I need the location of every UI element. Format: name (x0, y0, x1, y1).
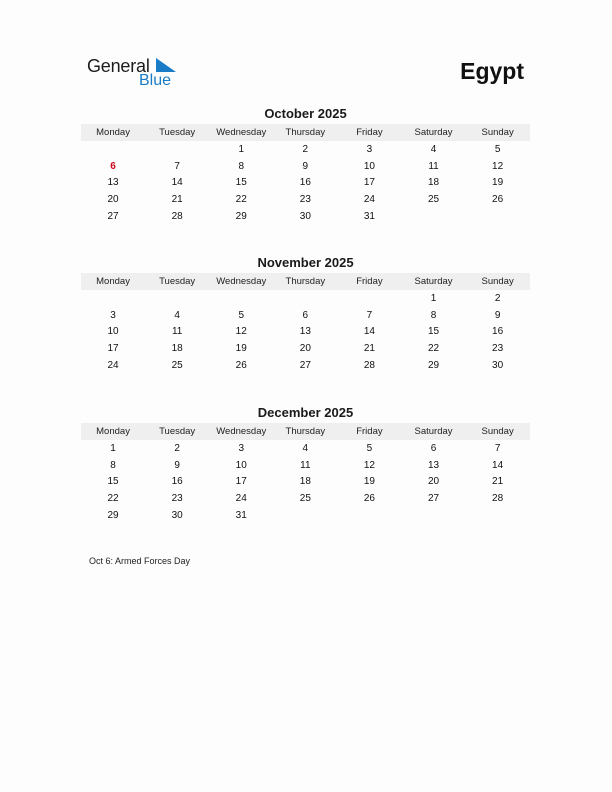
day-cell (337, 508, 401, 525)
weekday-label: Saturday (414, 276, 453, 287)
logo (87, 56, 187, 92)
day-grid (81, 141, 530, 225)
day-cell: 7 (174, 160, 180, 172)
day-cell: 18 (171, 343, 183, 355)
day-cell: 27 (299, 359, 311, 371)
weekday-label: Monday (96, 276, 130, 287)
day-cell: 10 (235, 459, 247, 471)
holiday-note: Oct 6: Armed Forces Day (89, 556, 191, 566)
weekday-label: Monday (96, 127, 130, 138)
day-cell: 4 (302, 443, 309, 454)
weekday-header (81, 423, 530, 440)
month-december (81, 405, 530, 524)
day-cell: 3 (110, 309, 116, 321)
day-cell: 13 (299, 326, 311, 338)
day-cell: 6 (302, 309, 309, 321)
day-cell: 2 (174, 443, 180, 454)
day-cell (401, 209, 465, 226)
day-cell (273, 508, 337, 525)
weekday-label: Thursday (285, 276, 326, 287)
weekday-label: Tuesday (159, 127, 196, 138)
month-title: October 2025 (264, 106, 347, 121)
day-cell: 1 (110, 443, 116, 454)
day-grid (81, 440, 530, 524)
country-title: Egypt (460, 58, 524, 84)
weekday-label: Monday (96, 426, 130, 437)
day-cell: 20 (107, 194, 119, 206)
day-cell: 4 (174, 309, 180, 321)
day-cell: 2 (494, 293, 501, 304)
day-cell: 27 (107, 210, 119, 222)
day-cell: 10 (107, 326, 119, 338)
day-cell: 17 (363, 177, 375, 189)
weekday-label: Friday (356, 426, 383, 437)
day-cell: 25 (299, 493, 311, 505)
day-cell: 1 (430, 293, 437, 304)
day-cell: 5 (494, 144, 501, 155)
day-cell: 29 (107, 509, 119, 521)
logo-general-text: General (87, 56, 150, 76)
day-cell: 31 (235, 509, 247, 521)
day-cell: 19 (363, 476, 375, 488)
day-cell: 10 (363, 160, 375, 172)
day-cell: 6 (110, 160, 116, 172)
logo-blue-text: Blue (139, 72, 172, 89)
weekday-label: Tuesday (159, 276, 196, 287)
day-cell: 21 (492, 476, 504, 488)
day-cell: 20 (299, 343, 311, 355)
day-cell: 19 (235, 343, 247, 355)
day-cell: 28 (363, 359, 375, 371)
day-cell: 14 (492, 459, 504, 471)
day-cell: 8 (238, 160, 245, 172)
month-october (81, 106, 530, 225)
day-cell: 30 (171, 509, 183, 521)
weekday-header (81, 273, 530, 290)
weekday-label: Wednesday (216, 426, 267, 437)
day-cell: 29 (427, 359, 440, 371)
day-cell (401, 508, 465, 525)
weekday-label: Sunday (481, 127, 514, 138)
day-cell: 23 (171, 493, 183, 505)
day-cell: 20 (427, 476, 440, 488)
day-cell: 5 (366, 443, 373, 454)
day-cell (466, 508, 530, 525)
day-cell: 4 (430, 144, 437, 155)
day-cell (209, 291, 273, 308)
day-cell: 23 (299, 194, 311, 206)
day-cell: 21 (363, 343, 375, 355)
day-cell: 7 (494, 443, 501, 454)
day-cell: 6 (430, 443, 437, 454)
day-cell: 7 (366, 309, 373, 321)
day-cell: 14 (363, 326, 375, 338)
day-cell: 25 (171, 359, 183, 371)
month-title: November 2025 (257, 255, 354, 270)
day-cell: 15 (235, 177, 247, 189)
day-cell: 19 (492, 177, 504, 189)
weekday-label: Saturday (414, 127, 453, 138)
day-cell: 9 (494, 309, 501, 321)
day-cell: 9 (302, 160, 309, 172)
day-cell: 11 (171, 326, 183, 338)
day-cell: 18 (299, 476, 311, 488)
day-cell: 2 (302, 144, 309, 155)
day-cell: 13 (427, 459, 440, 471)
weekday-label: Thursday (285, 426, 326, 437)
day-cell: 24 (107, 359, 119, 371)
day-cell: 22 (235, 194, 247, 206)
weekday-label: Friday (356, 127, 383, 138)
day-cell: 15 (427, 326, 440, 338)
day-cell: 8 (110, 459, 116, 471)
logo-triangle-icon (156, 58, 176, 72)
weekday-label: Thursday (285, 127, 326, 138)
weekday-label: Friday (356, 276, 383, 287)
day-cell: 31 (363, 210, 375, 222)
day-cell: 18 (427, 177, 440, 189)
day-cell: 16 (299, 177, 311, 189)
day-cell: 16 (171, 476, 183, 488)
day-cell: 25 (427, 194, 440, 206)
day-cell: 3 (366, 144, 373, 155)
day-cell: 17 (235, 476, 247, 488)
day-cell (145, 142, 209, 159)
day-cell: 12 (492, 160, 504, 172)
day-cell: 5 (238, 309, 245, 321)
weekday-header (81, 124, 530, 141)
day-cell: 21 (171, 194, 183, 206)
day-cell: 28 (492, 493, 504, 505)
weekday-label: Sunday (481, 426, 514, 437)
day-cell: 24 (235, 493, 247, 505)
day-cell: 26 (492, 194, 504, 206)
day-cell: 1 (238, 144, 245, 155)
weekday-label: Saturday (414, 426, 453, 437)
day-grid (81, 290, 530, 374)
day-cell: 22 (427, 343, 440, 355)
day-cell: 27 (427, 493, 440, 505)
day-cell (81, 142, 145, 159)
day-cell: 30 (299, 210, 311, 222)
day-cell: 17 (107, 343, 119, 355)
weekday-label: Sunday (481, 276, 514, 287)
day-cell: 28 (171, 210, 183, 222)
day-cell: 26 (235, 359, 247, 371)
day-cell: 11 (428, 160, 439, 172)
day-cell: 3 (238, 443, 245, 454)
day-cell (466, 209, 530, 226)
day-cell: 26 (363, 493, 375, 505)
weekday-label: Tuesday (159, 426, 196, 437)
day-cell: 14 (171, 177, 183, 189)
day-cell: 30 (492, 359, 504, 371)
day-cell: 9 (174, 459, 180, 471)
day-cell (273, 291, 337, 308)
day-cell: 12 (235, 326, 247, 338)
day-cell: 16 (492, 326, 504, 338)
weekday-label: Wednesday (216, 276, 267, 287)
month-title: December 2025 (257, 405, 354, 420)
day-cell: 23 (492, 343, 504, 355)
day-cell: 22 (107, 493, 119, 505)
day-cell: 29 (235, 210, 247, 222)
day-cell: 8 (430, 309, 437, 321)
day-cell: 15 (107, 476, 119, 488)
day-cell: 12 (363, 459, 375, 471)
day-cell (145, 291, 209, 308)
day-cell (337, 291, 401, 308)
day-cell: 11 (300, 459, 311, 471)
day-cell (81, 291, 145, 308)
weekday-label: Wednesday (216, 127, 267, 138)
month-november (81, 255, 530, 374)
day-cell: 24 (363, 194, 375, 206)
day-cell: 13 (107, 177, 119, 189)
